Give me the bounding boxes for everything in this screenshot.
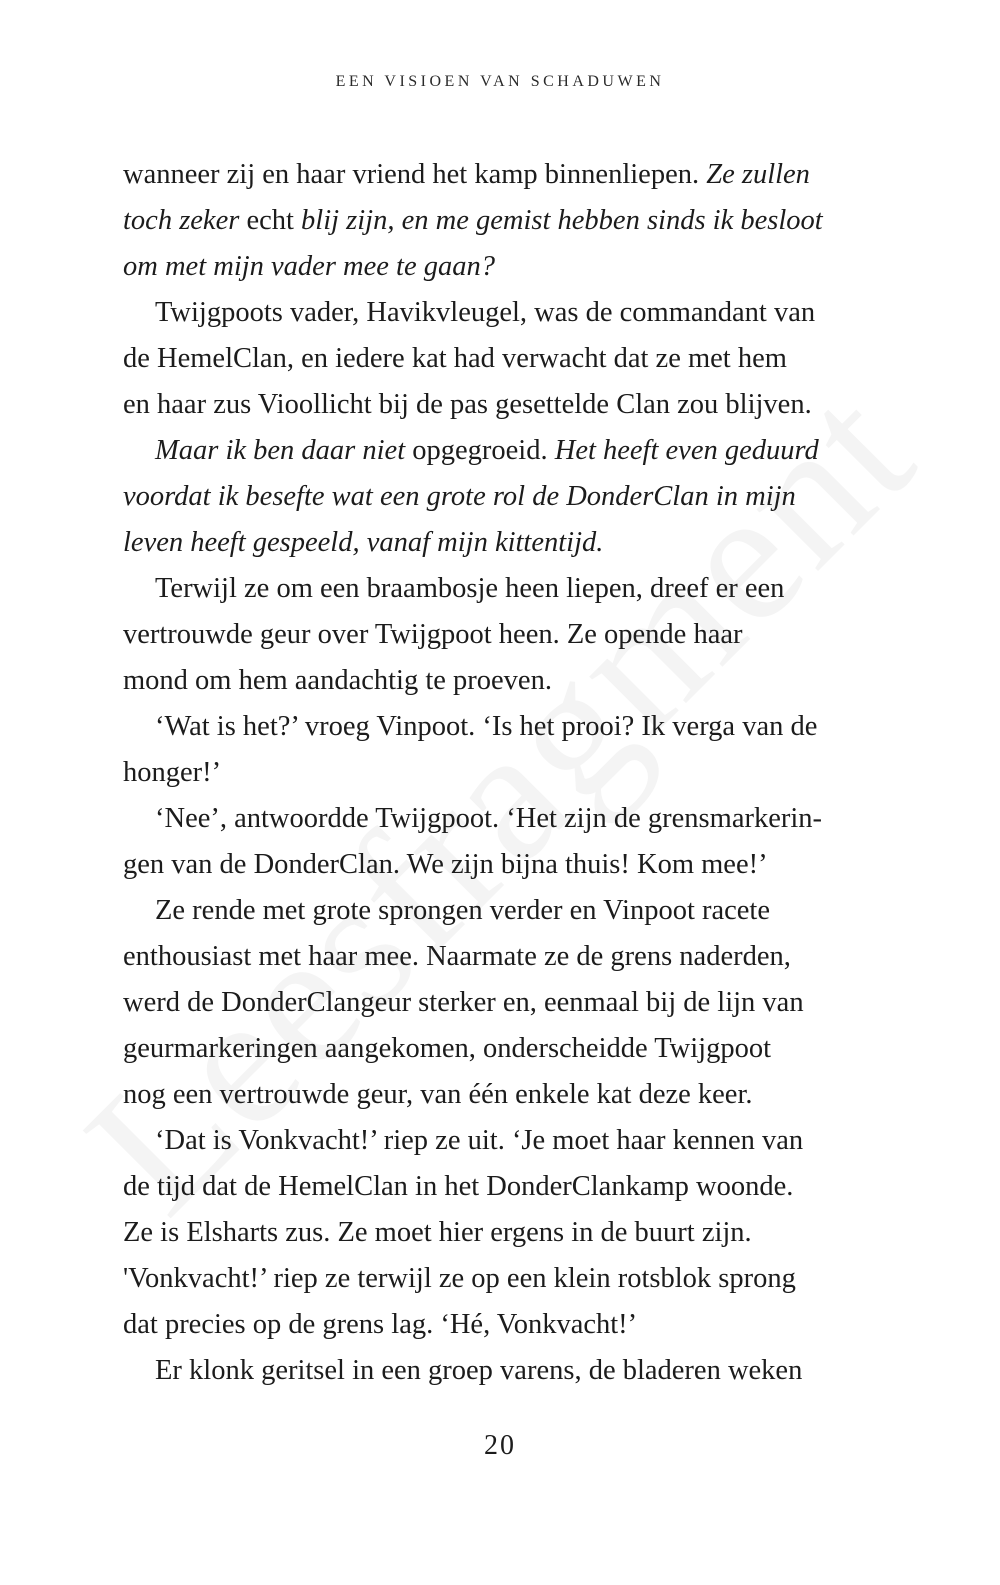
- text-segment: ‘Wat is het?’ vroeg Vinpoot. ‘Is het prooi? Ik verga van de: [155, 711, 818, 742]
- text-line: [123, 934, 863, 980]
- text-segment: Ze rende met grote sprongen verder en Vinpoot racete: [155, 895, 771, 926]
- text-line: [123, 888, 863, 934]
- text-line: [123, 244, 863, 290]
- text-line: [123, 474, 863, 520]
- text-segment: opgegroeid.: [412, 435, 555, 466]
- text-segment: enthousiast met haar mee. Naarmate ze de grens naderden,: [123, 941, 791, 972]
- text-segment: wanneer zij en haar vriend het kamp binnenliepen.: [123, 159, 707, 190]
- text-line: [123, 1164, 863, 1210]
- text-segment: Er klonk geritsel in een groep varens, de bladeren weken: [155, 1355, 803, 1386]
- text-segment: 'Vonkvacht!’ riep ze terwijl ze op een klein rotsblok sprong: [123, 1263, 796, 1294]
- text-segment: de tijd dat de HemelClan in het DonderClankamp woonde.: [123, 1171, 794, 1202]
- italic-text-segment: voordat ik besefte wat een grote rol de DonderClan in mijn: [123, 481, 796, 512]
- text-line: [123, 428, 863, 474]
- text-line: [123, 290, 863, 336]
- text-line: [123, 980, 863, 1026]
- italic-text-segment: Ze zullen: [706, 159, 810, 190]
- text-segment: ‘Nee’, antwoordde Twijgpoot. ‘Het zijn de grensmarkerin-: [155, 803, 823, 834]
- italic-text-segment: blij zijn, en me gemist hebben sinds ik besloot: [301, 205, 823, 236]
- text-segment: dat precies op de grens lag. ‘Hé, Vonkvacht!’: [123, 1309, 638, 1340]
- text-segment: Terwijl ze om een braambosje heen liepen, dreef er een: [155, 573, 785, 604]
- page-number: 20: [484, 1430, 516, 1461]
- text-line: [123, 520, 863, 566]
- text-line: [123, 796, 863, 842]
- text-line: [123, 1026, 863, 1072]
- text-segment: honger!’: [123, 757, 222, 788]
- text-line: [123, 1302, 863, 1348]
- text-segment: en haar zus Vioollicht bij de pas gesettelde Clan zou blijven.: [123, 389, 812, 420]
- text-line: [123, 842, 863, 888]
- text-segment: de HemelClan, en iedere kat had verwacht dat ze met hem: [123, 343, 787, 374]
- italic-text-segment: leven heeft gespeeld, vanaf mijn kittentijd.: [123, 527, 604, 558]
- italic-text-segment: om met mijn vader mee te gaan?: [123, 251, 495, 282]
- text-line: [123, 1348, 863, 1394]
- text-segment: Twijgpoots vader, Havikvleugel, was de commandant van: [155, 297, 816, 328]
- text-segment: werd de DonderClangeur sterker en, eenmaal bij de lijn van: [123, 987, 804, 1018]
- text-segment: gen van de DonderClan. We zijn bijna thuis! Kom mee!’: [123, 849, 768, 880]
- text-line: [123, 336, 863, 382]
- text-line: [123, 750, 863, 796]
- text-line: [123, 612, 863, 658]
- italic-text-segment: Het heeft even geduurd: [554, 435, 819, 466]
- text-line: [123, 382, 863, 428]
- text-line: [123, 152, 863, 198]
- text-line: [123, 1256, 863, 1302]
- text-line: [123, 658, 863, 704]
- text-line: [123, 704, 863, 750]
- text-segment: mond om hem aandachtig te proeven.: [123, 665, 552, 696]
- body-text: [123, 152, 863, 1394]
- text-line: [123, 198, 863, 244]
- text-line: [123, 1118, 863, 1164]
- text-segment: Ze is Elsharts zus. Ze moet hier ergens in de buurt zijn.: [123, 1217, 752, 1248]
- text-line: [123, 1072, 863, 1118]
- italic-text-segment: Maar ik ben daar niet: [155, 435, 413, 466]
- italic-text-segment: toch zeker: [123, 205, 247, 236]
- running-header: EEN VISIOEN VAN SCHADUWEN: [335, 73, 665, 90]
- text-line: [123, 566, 863, 612]
- text-segment: nog een vertrouwde geur, van één enkele kat deze keer.: [123, 1079, 753, 1110]
- text-segment: ‘Dat is Vonkvacht!’ riep ze uit. ‘Je moet haar kennen van: [155, 1125, 804, 1156]
- text-segment: echt: [246, 205, 302, 236]
- text-line: [123, 1210, 863, 1256]
- text-segment: vertrouwde geur over Twijgpoot heen. Ze opende haar: [123, 619, 743, 650]
- text-segment: geurmarkeringen aangekomen, onderscheidde Twijgpoot: [123, 1033, 772, 1064]
